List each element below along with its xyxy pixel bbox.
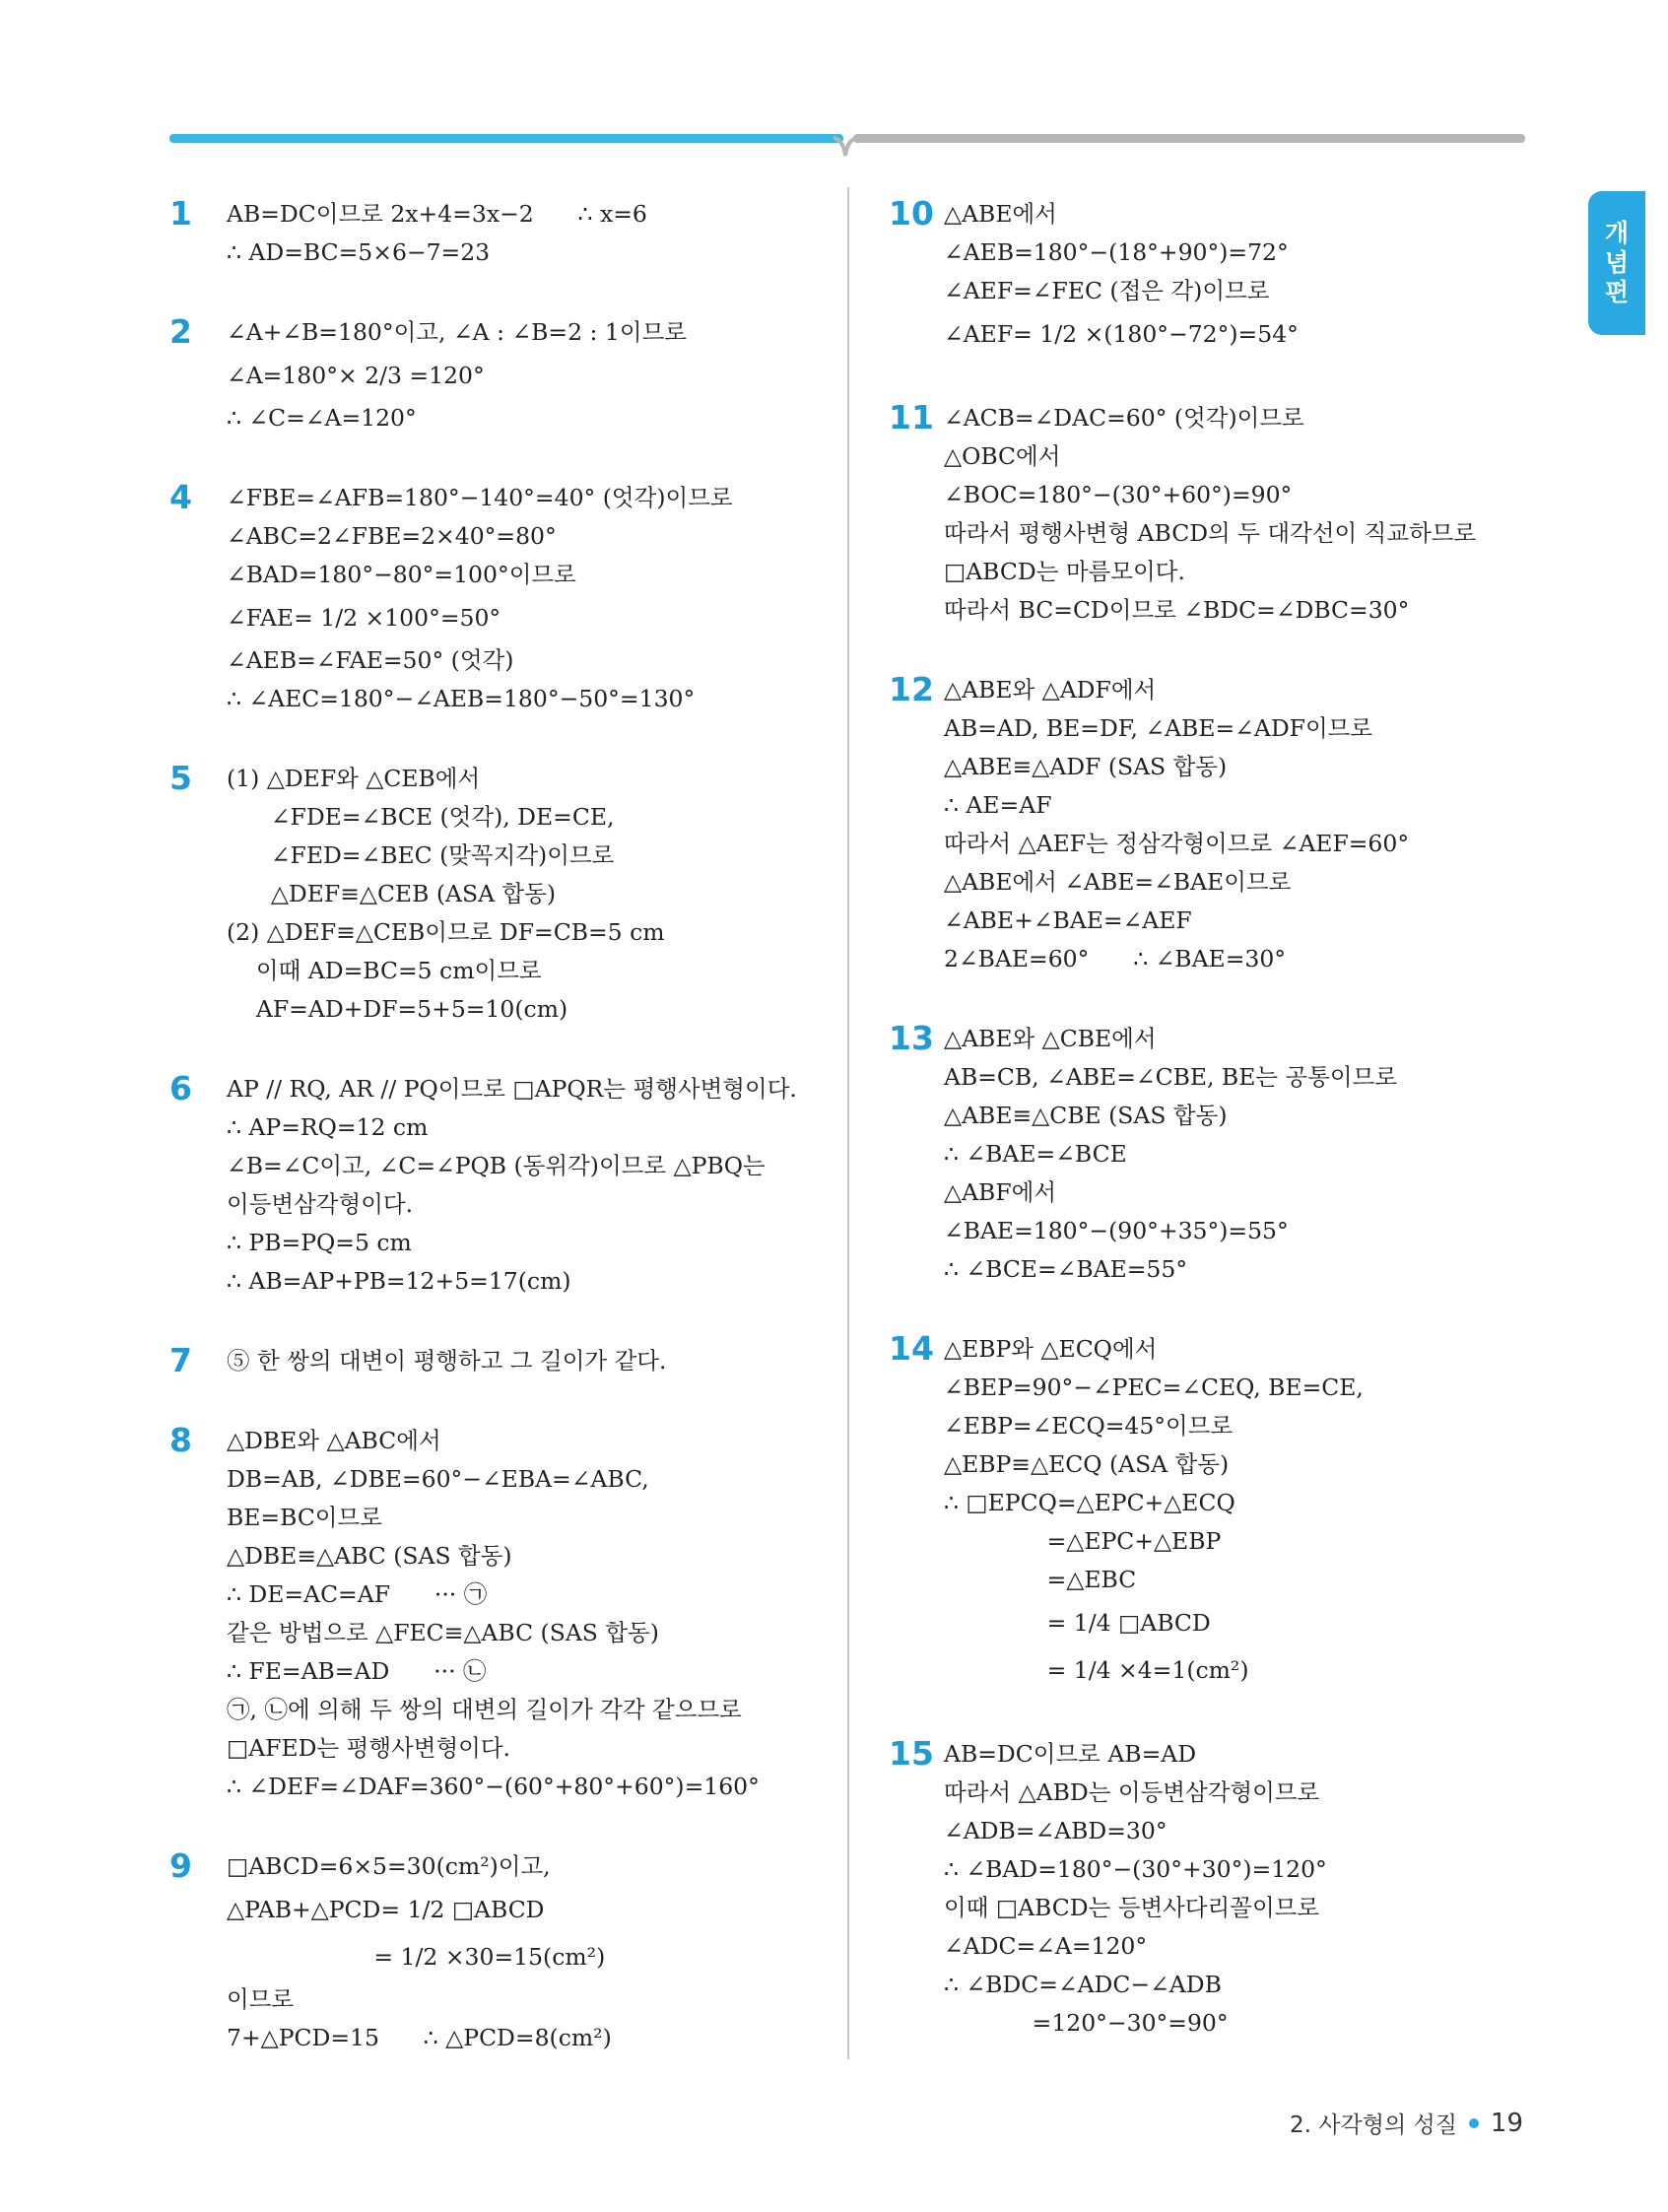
solution-line: =△EBC [944, 1566, 1137, 1593]
solution-item [889, 1735, 1519, 2043]
solution-item [889, 671, 1519, 978]
solution-line: 따라서 △ABD는 이등변삼각형이므로 [944, 1778, 1320, 1806]
header-rule-right [853, 134, 1525, 143]
solution-number: 15 [889, 1734, 934, 1773]
solution-line: ∠ADC=∠A=120° [944, 1932, 1148, 1960]
solution-line: △EBP와 △ECQ에서 [944, 1335, 1158, 1363]
solution-line: ∠A+∠B=180°이고, ∠A : ∠B=2 : 1이므로 [227, 318, 687, 346]
right-column [889, 195, 1519, 2084]
solution-body [944, 1330, 1519, 1694]
solution-number: 1 [169, 194, 192, 233]
solution-line: ∠BOC=180°−(30°+60°)=90° [944, 481, 1293, 508]
solution-line: ∴ PB=PQ=5 cm [227, 1229, 412, 1256]
solution-line: △ABE≡△ADF (SAS 합동) [944, 753, 1228, 780]
solution-body [944, 195, 1519, 358]
solution-line: 7+△PCD=15 ∴ △PCD=8(cm²) [227, 2024, 612, 2051]
solution-line: ∴ AP=RQ=12 cm [227, 1113, 429, 1141]
chapter-title: 2. 사각형의 성질 [1290, 2112, 1457, 2138]
solution-line: 이때 AD=BC=5 cm이므로 [227, 957, 542, 984]
solution-line: ∴ AB=AP+PB=12+5=17(cm) [227, 1267, 571, 1295]
solution-line: 이때 □ABCD는 등변사다리꼴이므로 [944, 1894, 1320, 1921]
bullet-dot-icon [1469, 2118, 1479, 2128]
solution-item [889, 1330, 1519, 1694]
solution-body [944, 1020, 1519, 1289]
solution-number: 14 [889, 1329, 934, 1368]
solution-line: ∠FBE=∠AFB=180°−140°=40° (엇각)이므로 [227, 484, 733, 511]
solution-line: △DBE와 △ABC에서 [227, 1427, 441, 1454]
solution-line: ∠ABE+∠BAE=∠AEF [944, 906, 1192, 934]
solution-number: 5 [169, 759, 192, 797]
solution-line: =△EPC+△EBP [944, 1527, 1222, 1555]
side-tab-char: 편 [1604, 278, 1630, 306]
solution-line: △PAB+△PCD= 1/2 □ABCD [227, 1896, 545, 1923]
solution-item [169, 1422, 810, 1806]
solution-item [169, 479, 810, 718]
solution-line: (1) △DEF와 △CEB에서 [227, 765, 481, 792]
solution-item [169, 1342, 810, 1380]
solution-line: ⑤ 한 쌍의 대변이 평행하고 그 길이가 같다. [227, 1347, 667, 1374]
solution-body [944, 399, 1519, 630]
solution-item [889, 399, 1519, 630]
solution-line: (2) △DEF≡△CEB이므로 DF=CB=5 cm [227, 918, 665, 946]
solution-line: □AFED는 평행사변형이다. [227, 1734, 511, 1762]
solution-line: BE=BC이므로 [227, 1504, 382, 1531]
solution-line: ∴ ∠BDC=∠ADC−∠ADB [944, 1971, 1222, 1998]
solution-line: ∴ DE=AC=AF ··· ㉠ [227, 1580, 488, 1608]
solution-line: ∴ ∠AEC=180°−∠AEB=180°−50°=130° [227, 685, 696, 712]
solution-body [227, 1070, 810, 1301]
column-divider [847, 187, 849, 2059]
solution-body [944, 671, 1519, 978]
solution-line: △ABE와 △ADF에서 [944, 676, 1157, 704]
solution-line: ∴ ∠BAD=180°−(30°+30°)=120° [944, 1855, 1327, 1883]
solution-line: △DEF≡△CEB (ASA 합동) [227, 880, 557, 907]
solution-line: ∠FED=∠BEC (맞꼭지각)이므로 [227, 841, 615, 869]
solution-line: ∠BEP=90°−∠PEC=∠CEQ, BE=CE, [944, 1374, 1364, 1401]
solution-line: ∠AEF=∠FEC (접은 각)이므로 [944, 277, 1270, 304]
solution-body [227, 1342, 810, 1380]
solution-number: 8 [169, 1421, 192, 1459]
solution-number: 6 [169, 1069, 192, 1107]
solution-line: AB=CB, ∠ABE=∠CBE, BE는 공통이므로 [944, 1063, 1398, 1091]
solution-line: 따라서 평행사변형 ABCD의 두 대각선이 직교하므로 [944, 519, 1477, 547]
solution-line: ∠ADB=∠ABD=30° [944, 1817, 1168, 1844]
solution-number: 13 [889, 1019, 934, 1057]
solution-line: ∠A=180°× 2/3 =120° [227, 362, 485, 389]
page-footer [1290, 2107, 1523, 2139]
solution-line: AB=DC이므로 2x+4=3x−2 ∴ x=6 [227, 200, 647, 228]
solution-line: ∴ □EPCQ=△EPC+△ECQ [944, 1489, 1235, 1516]
solution-line: ∠AEF= 1/2 ×(180°−72°)=54° [944, 320, 1299, 348]
solution-line: AB=DC이므로 AB=AD [944, 1740, 1197, 1768]
solution-line: = 1/2 ×30=15(cm²) [227, 1943, 606, 1971]
solution-body [227, 1422, 810, 1806]
solution-line: ∠ACB=∠DAC=60° (엇각)이므로 [944, 404, 1304, 432]
side-tab [1588, 191, 1645, 335]
solution-line: ∠BAE=180°−(90°+35°)=55° [944, 1217, 1289, 1244]
solution-line: △ABE에서 [944, 200, 1057, 228]
header-rule-left [169, 134, 843, 143]
solution-line: △OBC에서 [944, 442, 1061, 470]
side-tab-char: 개 [1604, 219, 1630, 247]
solution-line: AF=AD+DF=5+5=10(cm) [227, 995, 568, 1023]
solution-number: 9 [169, 1846, 192, 1885]
solution-line: ∴ ∠C=∠A=120° [227, 404, 417, 432]
solution-line: AB=AD, BE=DF, ∠ABE=∠ADF이므로 [944, 714, 1373, 742]
solution-line: ∠BAD=180°−80°=100°이므로 [227, 561, 576, 588]
solution-item [169, 195, 810, 272]
solution-line: □ABCD=6×5=30(cm²)이고, [227, 1852, 551, 1880]
solution-number: 11 [889, 398, 934, 436]
solution-line: ∠AEB=∠FAE=50° (엇각) [227, 646, 514, 674]
solution-line: △ABF에서 [944, 1178, 1057, 1206]
solution-item [169, 1070, 810, 1301]
solution-line: ∠AEB=180°−(18°+90°)=72° [944, 238, 1289, 266]
solution-line: 따라서 BC=CD이므로 ∠BDC=∠DBC=30° [944, 596, 1410, 624]
header-rule-notch [834, 134, 857, 160]
solution-line: AP // RQ, AR // PQ이므로 □APQR는 평행사변형이다. [227, 1075, 797, 1103]
side-tab-char: 념 [1604, 248, 1630, 277]
solution-body [227, 760, 810, 1029]
solution-line: 따라서 △AEF는 정삼각형이므로 ∠AEF=60° [944, 830, 1410, 857]
solution-line: 이등변삼각형이다. [227, 1190, 414, 1218]
solution-line: 같은 방법으로 △FEC≡△ABC (SAS 합동) [227, 1619, 659, 1646]
solution-line: = 1/4 ×4=1(cm²) [944, 1656, 1249, 1684]
solution-line: ∴ ∠BAE=∠BCE [944, 1140, 1127, 1168]
solution-number: 12 [889, 670, 934, 708]
left-column [169, 195, 810, 2099]
solution-line: ∠FDE=∠BCE (엇각), DE=CE, [227, 803, 615, 831]
solution-line: ∴ AE=AF [944, 791, 1052, 819]
solution-line: △ABE≡△CBE (SAS 합동) [944, 1102, 1228, 1129]
solution-body [944, 1735, 1519, 2043]
solution-line: △ABE와 △CBE에서 [944, 1025, 1157, 1052]
solution-number: 2 [169, 312, 192, 351]
solution-line: ∴ ∠DEF=∠DAF=360°−(60°+80°+60°)=160° [227, 1773, 760, 1800]
solution-line: ∴ AD=BC=5×6−7=23 [227, 238, 491, 266]
solution-body [227, 479, 810, 718]
solution-line: = 1/4 □ABCD [944, 1609, 1211, 1637]
solution-body [227, 195, 810, 272]
page-number: 19 [1490, 2108, 1523, 2138]
solution-number: 4 [169, 478, 192, 516]
solution-line: △EBP≡△ECQ (ASA 합동) [944, 1450, 1230, 1478]
solution-item [169, 1847, 810, 2057]
solution-item [889, 1020, 1519, 1289]
solution-body [227, 1847, 810, 2057]
solution-line: 이므로 [227, 1985, 295, 2013]
solution-line: 2∠BAE=60° ∴ ∠BAE=30° [944, 945, 1287, 972]
solution-line: DB=AB, ∠DBE=60°−∠EBA=∠ABC, [227, 1465, 649, 1493]
solution-item [169, 760, 810, 1029]
solution-line: ㉠, ㉡에 의해 두 쌍의 대변의 길이가 각각 같으므로 [227, 1696, 742, 1723]
solution-line: =120°−30°=90° [944, 2009, 1229, 2037]
solution-line: △DBE≡△ABC (SAS 합동) [227, 1542, 512, 1570]
solution-line: □ABCD는 마름모이다. [944, 558, 1185, 585]
solution-item [889, 195, 1519, 358]
solution-body [227, 313, 810, 437]
solution-line: ∴ FE=AB=AD ··· ㉡ [227, 1657, 487, 1685]
solution-line: ∠B=∠C이고, ∠C=∠PQB (동위각)이므로 △PBQ는 [227, 1152, 766, 1179]
solution-line: ∠EBP=∠ECQ=45°이므로 [944, 1412, 1234, 1440]
solution-number: 7 [169, 1341, 192, 1379]
solution-line: △ABE에서 ∠ABE=∠BAE이므로 [944, 868, 1292, 896]
solution-line: ∠ABC=2∠FBE=2×40°=80° [227, 522, 557, 550]
solution-number: 10 [889, 194, 934, 233]
solution-item [169, 313, 810, 437]
solution-line: ∴ ∠BCE=∠BAE=55° [944, 1255, 1188, 1283]
solution-line: ∠FAE= 1/2 ×100°=50° [227, 604, 501, 632]
